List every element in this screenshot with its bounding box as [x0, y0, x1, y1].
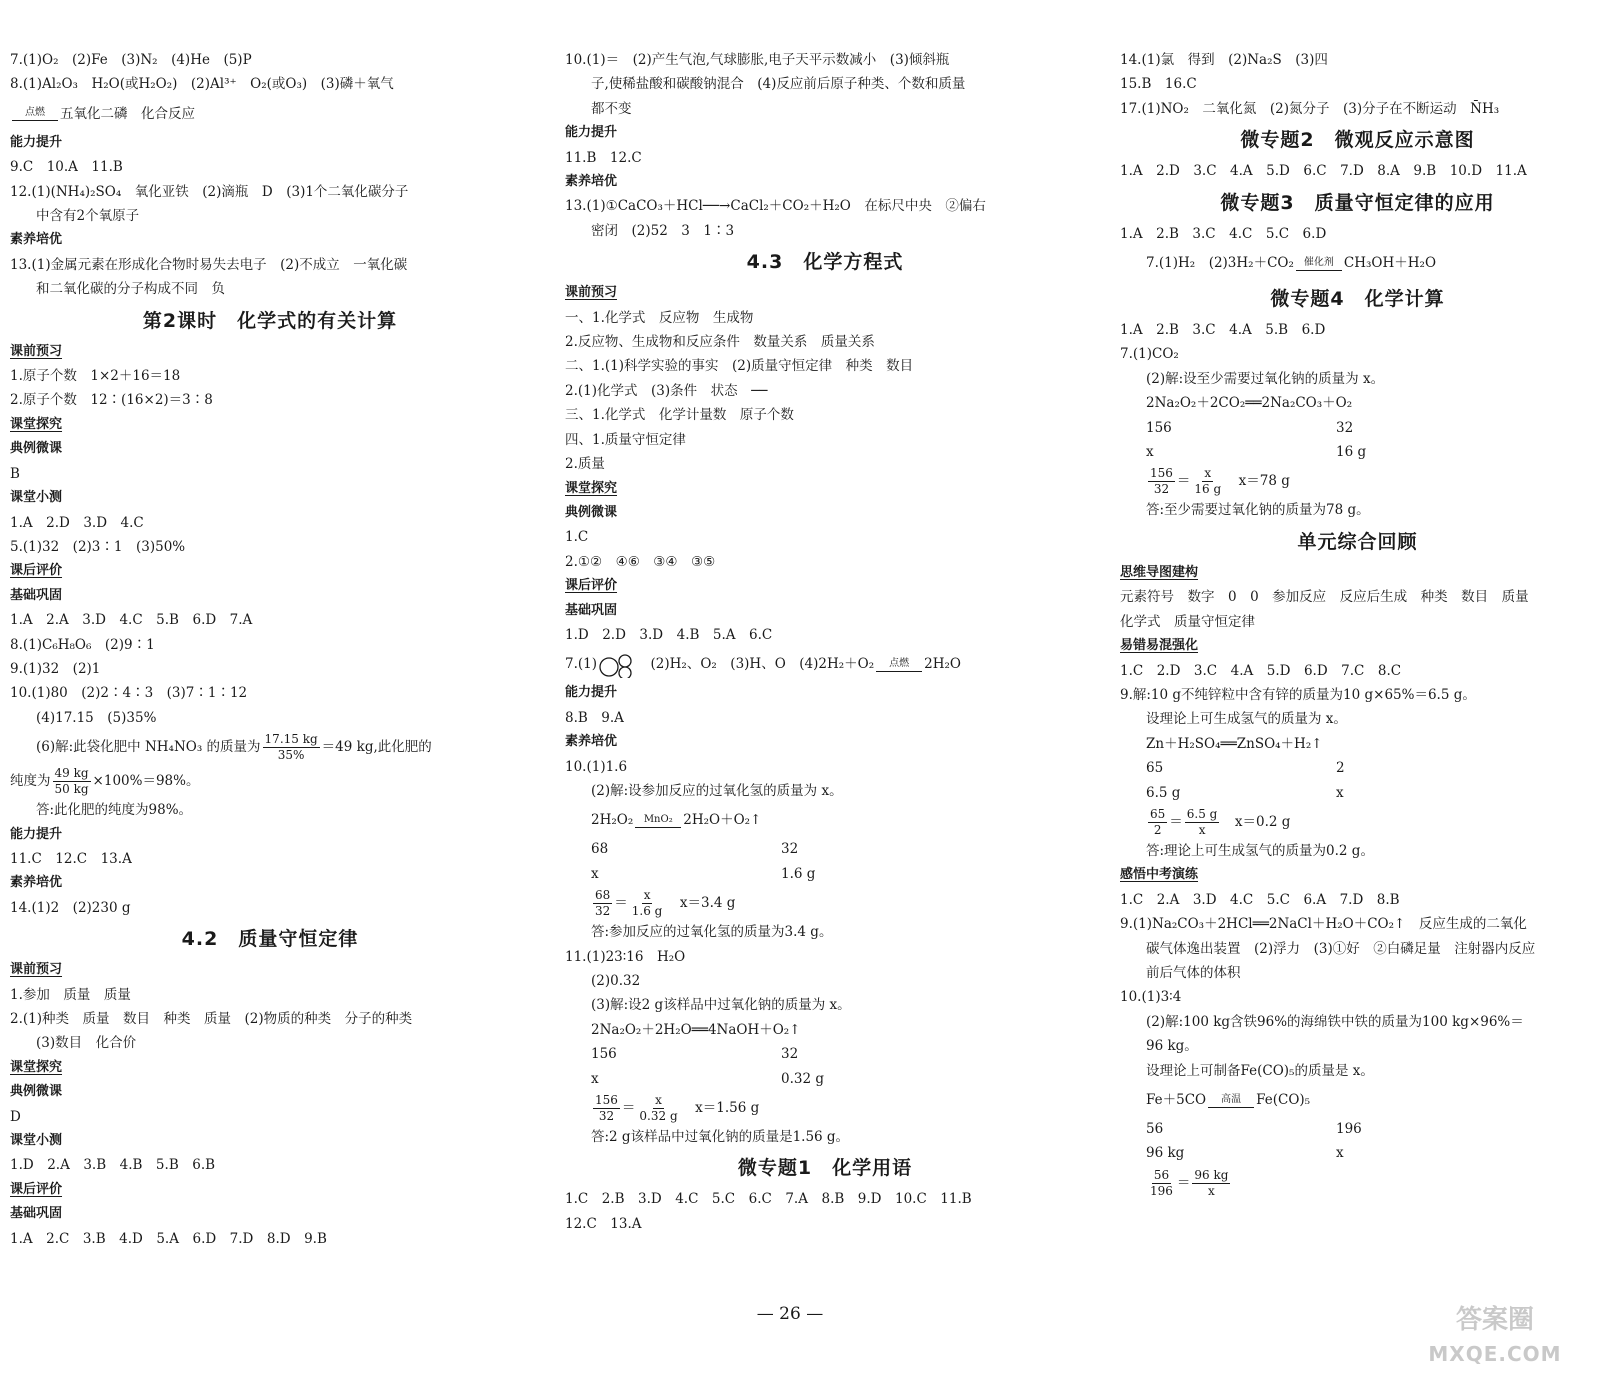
reaction-arrow [635, 814, 681, 828]
ratio-right: x [1336, 1145, 1344, 1162]
fraction-result: x＝0.2 g [1221, 813, 1291, 830]
section-heading: 微专题3 质量守恒定律的应用 [1220, 191, 1495, 214]
fraction-suffix: ＝ [621, 1100, 636, 1117]
answer-line: 2.①② ④⑥ ③④ ③⑤ [565, 553, 716, 570]
section-heading: 微专题4 化学计算 [1270, 288, 1445, 311]
fraction-suffix: ×100%＝98%。 [92, 773, 200, 790]
fraction [1148, 1168, 1175, 1199]
answer-line: (3)解:设2 g该样品中过氧化钠的质量为 x。 [591, 997, 851, 1014]
answer-line: 1.原子个数 1×2＋16＝18 [10, 368, 181, 385]
section-tag: 思维导图建构 [1120, 564, 1199, 580]
answer-line: 8.(1)Al₂O₃ H₂O(或H₂O₂) (2)Al³⁺ O₂(或O₃) (3)磷＋氧气 [10, 76, 394, 93]
answer-line: 7.(1)CO₂ [1120, 346, 1179, 363]
subsection-label: 基础巩固 [565, 602, 618, 618]
section-heading: 4.3 化学方程式 [746, 251, 904, 274]
ratio-left: 65 [1146, 760, 1164, 777]
fraction-prefix: 纯度为 [10, 773, 51, 790]
answer-line: B [10, 465, 20, 482]
answer-column-left [10, 48, 530, 1251]
fraction-result: x＝78 g [1225, 473, 1290, 490]
subsection-label: 基础巩固 [10, 1206, 63, 1222]
ratio-left: 6.5 g [1146, 784, 1181, 801]
answer-line: 13.(1)①CaCO₃＋HCl──→CaCl₂＋CO₂＋H₂O 在标尺中央 ②偏右 [565, 198, 986, 215]
answer-line: 17.(1)NO₂ 二氧化氮 (2)氮分子 (3)分子在不断运动 N̄H₃ [1120, 100, 1500, 117]
numerator: 56 [1153, 1167, 1170, 1182]
subsection-label: 素养培优 [565, 734, 618, 750]
section-tag: 课前预习 [10, 962, 63, 978]
ratio-left: 156 [591, 1046, 617, 1063]
fraction-line [10, 764, 530, 798]
subsection-label: 课堂小测 [10, 1133, 63, 1149]
oxygen-molecule-icon [597, 652, 637, 678]
answer-line: 1.A 2.D 3.D 4.C [10, 514, 144, 531]
numerator: 65 [1150, 806, 1166, 821]
answer-line: 9.(1)32 (2)1 [10, 660, 101, 677]
fraction [53, 766, 91, 797]
equation-right: 2H₂O＋O₂↑ [683, 812, 762, 829]
denominator: 16 g [1194, 482, 1222, 497]
answer-line: 中含有2个氧原子 [36, 208, 140, 225]
subsection-label: 能力提升 [565, 685, 618, 701]
ratio-row [565, 862, 1085, 886]
equation-right: 2H₂O [924, 656, 961, 673]
answer-line: 1.A 2.D 3.C 4.A 5.D 6.C 7.D 8.A 9.B 10.D 11.A [1120, 163, 1527, 180]
denominator: 0.32 g [639, 1109, 678, 1124]
numerator: 156 [595, 1093, 618, 1108]
section-tag: 课后评价 [10, 563, 63, 579]
ratio-row [565, 1067, 1085, 1091]
ratio-row [1120, 1141, 1595, 1165]
subsection-label: 能力提升 [565, 125, 618, 141]
ratio-right: 196 [1336, 1121, 1362, 1137]
equation-right: CH₃OH＋H₂O [1343, 255, 1437, 272]
ratio-left: x [1146, 444, 1154, 461]
answer-line: (2)解:100 kg含铁96%的海绵铁中铁的质量为100 kg×96%＝ [1146, 1013, 1524, 1030]
watermark-logo [1420, 1300, 1570, 1380]
reaction-condition: 点燃 [25, 107, 45, 119]
equation-line [565, 647, 1085, 681]
answer-line: 2.(1)种类 质量 数目 种类 质量 (2)物质的种类 分子的种类 [10, 1011, 413, 1027]
denominator: 35% [277, 748, 305, 763]
ratio-row [1120, 781, 1595, 805]
equation-line [1120, 1083, 1595, 1117]
fraction-line [1120, 1166, 1595, 1200]
ratio-right: 32 [781, 841, 799, 858]
answer-line: 9.C 10.A 11.B [10, 159, 123, 176]
answer-line: 碳气体逸出装置 (2)浮力 (3)①好 ②白磷足量 注射器内反应 [1146, 940, 1536, 957]
answer-line: 都不变 [591, 100, 632, 117]
numerator: 49 kg [54, 766, 89, 781]
answer-line: 1.A 2.A 3.D 4.C 5.B 6.D 7.A [10, 612, 253, 629]
equation-left: Fe＋5CO [1146, 1092, 1207, 1108]
answer-line: 1.C 2.A 3.D 4.C 5.C 6.A 7.D 8.B [1120, 891, 1400, 908]
answer-line: (3)数目 化合价 [36, 1035, 137, 1052]
subsection-label: 典例微课 [10, 1084, 63, 1100]
answer-line: 设理论上可生成氢气的质量为 x。 [1146, 711, 1347, 728]
subsection-label: 素养培优 [565, 174, 618, 190]
answer-line: 一、1.化学式 反应物 生成物 [565, 309, 754, 326]
answer-line: 2.原子个数 12∶(16×2)＝3∶8 [10, 392, 213, 409]
subsection-label: 基础巩固 [10, 587, 63, 603]
fraction [630, 888, 665, 919]
numerator: 6.5 g [1186, 806, 1218, 821]
section-tag: 课堂探究 [10, 416, 63, 432]
answer-line: 前后气体的体积 [1146, 964, 1241, 981]
ratio-row [565, 837, 1085, 861]
denominator: 1.6 g [631, 904, 663, 919]
equation-left: 2H₂O₂ [591, 812, 634, 829]
fraction-suffix: ＝49 kg,此化肥的 [321, 739, 432, 756]
fraction-prefix: (6)解:此袋化肥中 NH₄NO₃ 的质量为 [36, 739, 261, 756]
answer-line: 1.A 2.B 3.C 4.C 5.C 6.D [1120, 225, 1327, 242]
denominator: 196 [1150, 1183, 1173, 1198]
reaction-condition: 点燃 [889, 657, 910, 669]
reaction-arrow [12, 107, 58, 121]
answer-line: 1.A 2.C 3.B 4.D 5.A 6.D 7.D 8.D 9.B [10, 1230, 327, 1247]
answer-line: 2.反应物、生成物和反应条件 数量关系 质量关系 [565, 334, 875, 351]
section-tag: 课堂探究 [10, 1059, 63, 1075]
watermark-text: 答案圈 [1455, 1305, 1534, 1335]
answer-line: 11.C 12.C 13.A [10, 850, 132, 867]
ratio-row [1120, 416, 1595, 440]
answer-line: 7.(1)O₂ (2)Fe (3)N₂ (4)He (5)P [10, 52, 252, 68]
fraction-result: x＝1.56 g [681, 1100, 760, 1117]
section-heading: 微专题1 化学用语 [737, 1157, 913, 1180]
subsection-label: 典例微课 [10, 441, 63, 457]
watermark-url: MXQE.COM [1428, 1342, 1562, 1366]
denominator: 32 [598, 1109, 615, 1124]
reaction-arrow [1208, 1094, 1254, 1108]
answer-line: 元素符号 数字 0 0 参加反应 反应后生成 种类 数目 质量 [1120, 589, 1529, 606]
answer-line: Zn＋H₂SO₄══ZnSO₄＋H₂↑ [1146, 735, 1323, 752]
ratio-right: 2 [1336, 760, 1345, 777]
answer-line: 8.(1)C₆H₈O₆ (2)9∶1 [10, 636, 155, 653]
answer-line: 9.(1)Na₂CO₃＋2HCl══2NaCl＋H₂O＋CO₂↑ 反应生成的二氧化 [1120, 916, 1527, 933]
answer-line: 密闭 (2)52 3 1∶3 [591, 222, 735, 239]
reaction-arrow [876, 658, 922, 672]
fraction [637, 1093, 679, 1124]
ratio-row [1120, 1117, 1595, 1141]
section-tag: 课前预习 [10, 343, 63, 359]
answer-line: 11.B 12.C [565, 149, 642, 166]
section-heading: 单元综合回顾 [1297, 530, 1418, 553]
section-heading: 第2课时 化学式的有关计算 [142, 309, 398, 332]
fraction [1148, 466, 1175, 497]
answer-line: 1.C [565, 529, 589, 546]
answer-line: 12.(1)(NH₄)₂SO₄ 氧化亚铁 (2)滴瓶 D (3)1个二氧化碳分子 [10, 183, 409, 200]
fraction-line [1120, 805, 1595, 839]
denominator: 32 [595, 904, 611, 919]
ratio-left: x [591, 865, 599, 882]
section-heading: 微专题2 微观反应示意图 [1240, 129, 1475, 152]
fraction-suffix: ＝ [1169, 813, 1183, 830]
answer-column-right [1120, 48, 1595, 1200]
section-tag: 感悟中考演练 [1120, 867, 1199, 883]
answer-line: 10.(1)80 (2)2∶4∶3 (3)7∶1∶12 [10, 685, 248, 702]
answer-line: 1.参加 质量 质量 [10, 986, 131, 1003]
answer-line: 10.(1)3∶4 [1120, 989, 1182, 1006]
answer-line: 2.质量 [565, 456, 605, 473]
ratio-row [1120, 440, 1595, 464]
denominator: 32 [1153, 482, 1170, 497]
section-tag: 课后评价 [10, 1181, 63, 1197]
ratio-left: 68 [591, 841, 609, 858]
ratio-right: 16 g [1336, 444, 1367, 461]
denominator: x [1208, 1183, 1215, 1198]
denominator: 2 [1153, 822, 1162, 837]
arrow-bar [1208, 1107, 1254, 1108]
subsection-label: 素养培优 [10, 232, 63, 248]
answer-line: 96 kg。 [1146, 1038, 1198, 1055]
fraction [593, 1093, 620, 1124]
equation-right: Fe(CO)₅ [1256, 1092, 1311, 1108]
arrow-bar [12, 120, 58, 121]
ratio-row [1120, 756, 1595, 780]
fraction-line [10, 730, 530, 764]
answer-line: 和二氧化碳的分子构成不同 负 [36, 281, 225, 298]
numerator: x [1204, 466, 1212, 481]
numerator: 156 [1150, 466, 1173, 481]
fraction [1192, 1168, 1230, 1199]
answer-line: (2)解:设参加反应的过氧化氢的质量为 x。 [591, 782, 843, 799]
fraction-line [565, 1091, 1085, 1125]
fraction [1148, 807, 1167, 838]
answer-line: 9.解:10 g不纯锌粒中含有锌的质量为10 g×65%＝6.5 g。 [1120, 686, 1476, 703]
answer-line: 答:此化肥的纯度为98%。 [36, 802, 193, 819]
answer-line: 答:至少需要过氧化钠的质量为78 g。 [1146, 502, 1370, 519]
answer-line: 15.B 16.C [1120, 76, 1197, 93]
numerator: x [643, 888, 651, 903]
numerator: 17.15 kg [264, 732, 318, 747]
fraction-suffix: ＝ [1176, 1174, 1191, 1191]
answer-text: (2)H₂、O₂ (3)H、O (4)2H₂＋O₂ [637, 656, 875, 673]
answer-line: 14.(1)氯 得到 (2)Na₂S (3)四 [1120, 52, 1328, 68]
section-tag: 课后评价 [565, 578, 618, 594]
answer-line: 化学式 质量守恒定律 [1120, 613, 1255, 630]
fraction-line [565, 886, 1085, 920]
ratio-right: 0.32 g [781, 1070, 824, 1087]
equation-line [565, 803, 1085, 837]
answer-line: 1.C 2.D 3.C 4.A 5.D 6.D 7.C 8.C [1120, 662, 1402, 679]
answer-line: 13.(1)金属元素在形成化合物时易失去电子 (2)不成立 一氧化碳 [10, 256, 408, 273]
answer-line: 答:参加反应的过氧化氢的质量为3.4 g。 [591, 924, 833, 941]
section-tag: 课前预习 [565, 285, 618, 301]
equation-line [10, 97, 530, 131]
fraction [593, 888, 612, 919]
answer-line: 1.D 2.A 3.B 4.B 5.B 6.B [10, 1157, 216, 1174]
answer-line: 四、1.质量守恒定律 [565, 431, 686, 448]
numerator: x [655, 1093, 662, 1108]
answer-line: 2.(1)化学式 (3)条件 状态 ── [565, 382, 768, 399]
answer-line: 8.B 9.A [565, 709, 624, 726]
subsection-label: 素养培优 [10, 875, 63, 891]
fraction [263, 732, 320, 763]
answer-line: 设理论上可制备Fe(CO)₅的质量是 x。 [1146, 1062, 1374, 1079]
answer-line: 14.(1)2 (2)230 g [10, 899, 131, 916]
reaction-arrow [1296, 257, 1342, 271]
arrow-bar [876, 671, 922, 672]
answer-column-middle [565, 48, 1085, 1236]
answer-line: 1.D 2.D 3.D 4.B 5.A 6.C [565, 626, 773, 643]
fraction [1192, 466, 1223, 497]
subsection-label: 能力提升 [10, 134, 63, 150]
numerator: 68 [595, 888, 611, 903]
arrow-bar [635, 827, 681, 828]
answer-line: 10.(1)＝ (2)产生气泡,气球膨胀,电子天平示数减小 (3)倾斜瓶 [565, 52, 950, 68]
ratio-left: x [591, 1070, 599, 1087]
equation-left: 7.(1)H₂ (2)3H₂＋CO₂ [1146, 255, 1294, 272]
fraction-line [1120, 464, 1595, 498]
answer-line: 1.C 2.B 3.D 4.C 5.C 6.C 7.A 8.B 9.D 10.C 11.B [565, 1191, 972, 1208]
ratio-row [565, 1042, 1085, 1066]
denominator: 50 kg [54, 782, 89, 797]
section-tag: 易错易混强化 [1120, 638, 1199, 654]
subsection-label: 能力提升 [10, 826, 63, 842]
section-tag: 课堂探究 [565, 480, 618, 496]
answer-line: 10.(1)1.6 [565, 758, 628, 775]
subsection-label: 典例微课 [565, 504, 618, 520]
fraction [1185, 807, 1220, 838]
answer-line: (4)17.15 (5)35% [36, 709, 157, 726]
ratio-right: 32 [781, 1046, 799, 1063]
answer-prefix: 7.(1) [565, 656, 598, 673]
answer-line: 12.C 13.A [565, 1215, 642, 1232]
answer-line: 答:理论上可生成氢气的质量为0.2 g。 [1146, 842, 1374, 859]
fraction-suffix: ＝ [1176, 473, 1191, 490]
ratio-left: 56 [1146, 1121, 1164, 1137]
ratio-right: 32 [1336, 419, 1354, 436]
page-number: — 26 — [756, 1304, 824, 1324]
ratio-left: 96 kg [1146, 1145, 1185, 1162]
answer-line: 11.(1)23∶16 H₂O [565, 948, 686, 965]
denominator: x [1198, 822, 1206, 837]
answer-line: (2)0.32 [591, 973, 641, 989]
answer-line: 三、1.化学式 化学计量数 原子个数 [565, 407, 794, 424]
answer-line: 答:2 g该样品中过氧化钠的质量是1.56 g。 [591, 1129, 850, 1146]
reaction-condition: 催化剂 [1303, 256, 1334, 268]
reaction-condition: MnO₂ [643, 813, 673, 825]
equation-right: 五氧化二磷 化合反应 [60, 105, 195, 122]
answer-line: 2Na₂O₂＋2CO₂══2Na₂CO₃＋O₂ [1146, 395, 1353, 412]
reaction-condition: 高温 [1221, 1093, 1242, 1105]
arrow-bar [1296, 270, 1342, 271]
ratio-right: x [1336, 784, 1344, 801]
answer-line: 2Na₂O₂＋2H₂O══4NaOH＋O₂↑ [591, 1021, 801, 1038]
answer-line: 1.A 2.B 3.C 4.A 5.B 6.D [1120, 322, 1326, 339]
ratio-right: 1.6 g [781, 865, 816, 882]
subsection-label: 课堂小测 [10, 490, 63, 506]
section-heading: 4.2 质量守恒定律 [181, 928, 359, 951]
fraction-suffix: ＝ [614, 895, 628, 912]
ratio-left: 156 [1146, 419, 1172, 436]
numerator: 96 kg [1194, 1167, 1229, 1182]
answer-line: (2)解:设至少需要过氧化钠的质量为 x。 [1146, 370, 1385, 387]
answer-line: 二、1.(1)科学实验的事实 (2)质量守恒定律 种类 数目 [565, 358, 914, 375]
answer-line: D [10, 1108, 21, 1125]
fraction-result: x＝3.4 g [666, 895, 736, 912]
answer-line: 子,使稀盐酸和碳酸钠混合 (4)反应前后原子种类、个数和质量 [591, 76, 966, 93]
equation-line [1120, 246, 1595, 280]
answer-line: 5.(1)32 (2)3∶1 (3)50% [10, 538, 186, 555]
